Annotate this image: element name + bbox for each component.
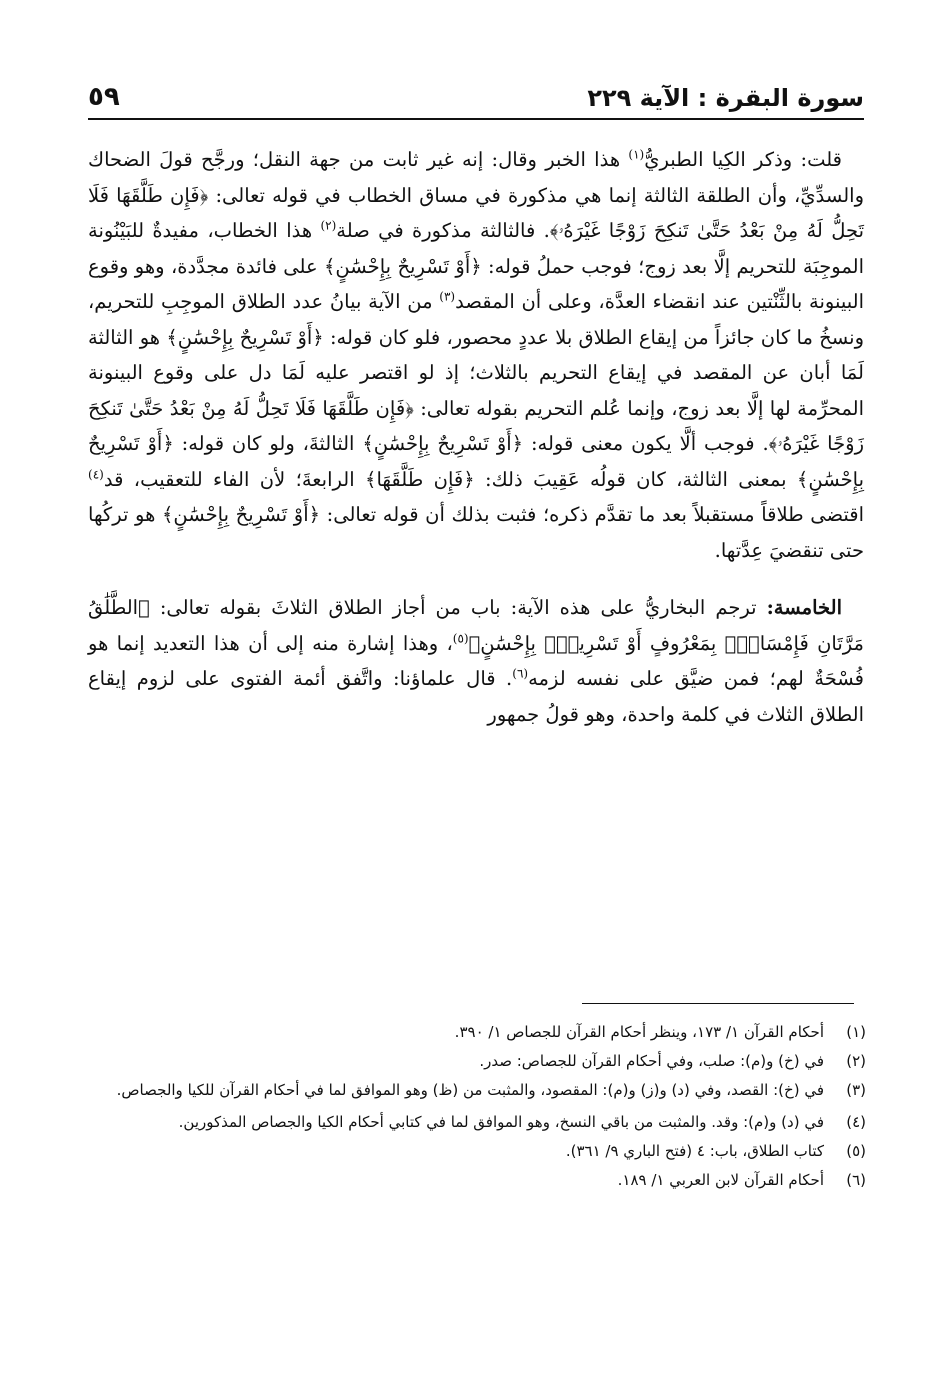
header-rule xyxy=(88,118,864,120)
quran-verse: ﴿فَإِن طَلَّقَهَا فَلَا تَحِلُّ لَهُ مِنْ بَعْدُ حَتَّىٰ تَنكِحَ زَوْجًا غَيْرَهُۥ﴾ xyxy=(88,396,865,455)
quran-verse: ﴿أَوْ تَسْرِيحٌ بِإِحْسَٰنٍ﴾ xyxy=(166,325,324,349)
footnote-separator xyxy=(582,1003,854,1004)
footnote-number: (٣) xyxy=(846,1081,866,1099)
footnote-number: (٤) xyxy=(846,1113,866,1131)
quran-verse: ﴿أَوْ تَسْرِيحٌ بِإِحْسَٰنٍ﴾ xyxy=(324,254,482,278)
text-segment: هو الثالثة لَمَا أبان عن المقصد في إيقاع التحريم بالثلاث؛ إذ لو اقتصر عليه لَمَا دل على وقوع البينونة المحرِّمة لها إلَّا بعد زوج، وإنما عُلم التحريم بقوله تعالى: xyxy=(88,325,864,420)
footnote-text: في (خ) و(م): صلب، وفي أحكام القرآن للجصاص: صدر. xyxy=(479,1052,824,1070)
quran-verse: ﴿فَإِن طَلَّقَهَا﴾ xyxy=(365,467,475,491)
footnote-item xyxy=(100,1018,866,1047)
text-segment: على فائدة مجدَّدة، وهو وقوع البينونة بالثِّنْتين عند انقضاء العدَّة، وعلى أن المقصد xyxy=(88,254,864,313)
quran-verse: ﴿أَوْ تَسْرِيحٌ بِإِحْسَٰنٍ﴾ xyxy=(88,432,865,491)
main-text xyxy=(88,142,864,732)
footnote-text: في (خ): القصد، وفي (د) و(ز) و(م): المقصود، والمثبت من (ظ) وهو الموافق لما في أحكام القرآن للكيا والجصاص. xyxy=(116,1081,824,1099)
text-segment: الرابعةَ؛ لأن الفاء للتعقيب، قد xyxy=(103,467,366,491)
footnote-item xyxy=(100,1047,866,1076)
quran-verse: ﴿أَوْ تَسْرِيحٌ بِإِحْسَٰنٍ﴾ xyxy=(362,432,524,455)
text-segment: من الآية بيانُ عدد الطلاق الموجِبِ للتحريم، ونسخُ ما كان جائزاً من إيقاع الطلاق بلا عددٍ محصور، فلو كان قوله: xyxy=(88,290,864,349)
text-segment: الثالثةَ، ولو كان قوله: xyxy=(173,432,363,455)
text-segment: . قال علماؤنا: واتَّفق أئمة الفتوى على لزوم إيقاع الطلاق الثلاث في كلمة واحدة، وهو قولُ جمهور xyxy=(88,667,864,726)
paragraph-fifth xyxy=(88,590,864,732)
footnote-item xyxy=(100,1076,866,1105)
page-number: ٥٩ xyxy=(88,82,120,112)
paragraph-commentary xyxy=(88,142,864,568)
text-segment: قلت: وذكر الكِيا الطبريُّ xyxy=(644,148,842,171)
footnote-ref-4: (٤) xyxy=(88,467,104,481)
footnote-text: أحكام القرآن ١/ ١٧٣، وينظر أحكام القرآن للجصاص ١/ ٣٩٠. xyxy=(454,1023,824,1041)
text-segment: ، وهذا إشارة منه إلى أن هذا التعديد إنما هو فُسْحَةٌ لهم؛ فمن ضيَّق على نفسه لزمه xyxy=(88,631,864,690)
footnote-ref-5: (٥) xyxy=(452,631,469,645)
footnote-text: أحكام القرآن لابن العربي ١/ ١٨٩. xyxy=(617,1171,824,1189)
page-header xyxy=(88,72,864,112)
footnote-number: (١) xyxy=(846,1023,866,1041)
text-segment: هو تركُها حتى تنقضيَ عِدَّتها. xyxy=(88,503,864,562)
footnotes xyxy=(100,1018,866,1195)
footnote-number: (٥) xyxy=(846,1142,866,1160)
footnote-ref-1: (١) xyxy=(628,147,645,162)
quran-verse: ﴿الطَّلَٰقُ مَرَّتَانِ فَإِمْسَاكٌۢ بِمَعْرُوفٍ أَوْ تَسْرِيحٌۢ بِإِحْسَٰنٍ﴾ xyxy=(88,596,864,655)
quran-verse: ﴿أَوْ تَسْرِيحٌ بِإِحْسَٰنٍ﴾ xyxy=(161,503,321,526)
text-segment: هذا الخطاب، مفيدةٌ للبَيْنُونة الموجِبَة للتحريم إلَّا بعد زوج؛ فوجب حملُ قوله: xyxy=(88,219,864,278)
footnote-item xyxy=(100,1108,866,1137)
footnote-ref-3: (٣) xyxy=(439,289,456,304)
text-segment: . فالثالثة مذكورة في صلة xyxy=(336,219,550,242)
footnote-number: (٢) xyxy=(846,1052,866,1070)
footnote-text: في (د) و(م): وقد. والمثبت من باقي النسخ، وهو الموافق لما في كتابي أحكام الكيا والجصاص المذكورين. xyxy=(178,1113,824,1131)
footnote-number: (٦) xyxy=(846,1171,866,1189)
footnote-item xyxy=(100,1166,866,1195)
footnote-ref-6: (٦) xyxy=(512,666,529,681)
text-segment: ترجم البخاريُّ على هذه الآية: باب من أجاز الطلاق الثلاثَ بقوله تعالى: xyxy=(149,596,767,619)
footnote-item xyxy=(100,1137,866,1166)
text-segment: اقتضى طلاقاً مستقبلاً بعد ما تقدَّم ذكره؛ فثبت بذلك أن قوله تعالى: xyxy=(320,503,864,526)
running-title: سورة البقرة : الآية ٢٢٩ xyxy=(587,84,864,112)
footnote-ref-2: (٢) xyxy=(320,218,337,233)
text-segment: . فوجب ألَّا يكون معنى قوله: xyxy=(523,432,769,455)
text-segment: بمعنى الثالثة، كان قولُه عَقِيبَ ذلك: xyxy=(474,467,797,491)
section-lead: الخامسة: xyxy=(766,596,842,619)
footnote-text: كتاب الطلاق، باب: ٤ (فتح الباري ٩/ ٣٦١). xyxy=(565,1142,824,1160)
text-segment: هذا الخبر وقال: إنه غير ثابت من جهة النقل؛ ورجَّح قولَ الضحاك والسدِّيِّ، وأن الطلقة الثالثة إنما هي مذكورة في مساق الخطاب في قوله تعالى: xyxy=(88,148,864,207)
quran-verse: ﴿فَإِن طَلَّقَهَا فَلَا تَحِلُّ لَهُ مِنْ بَعْدُ حَتَّىٰ تَنكِحَ زَوْجًا غَيْرَهُۥ﴾ xyxy=(88,183,864,242)
